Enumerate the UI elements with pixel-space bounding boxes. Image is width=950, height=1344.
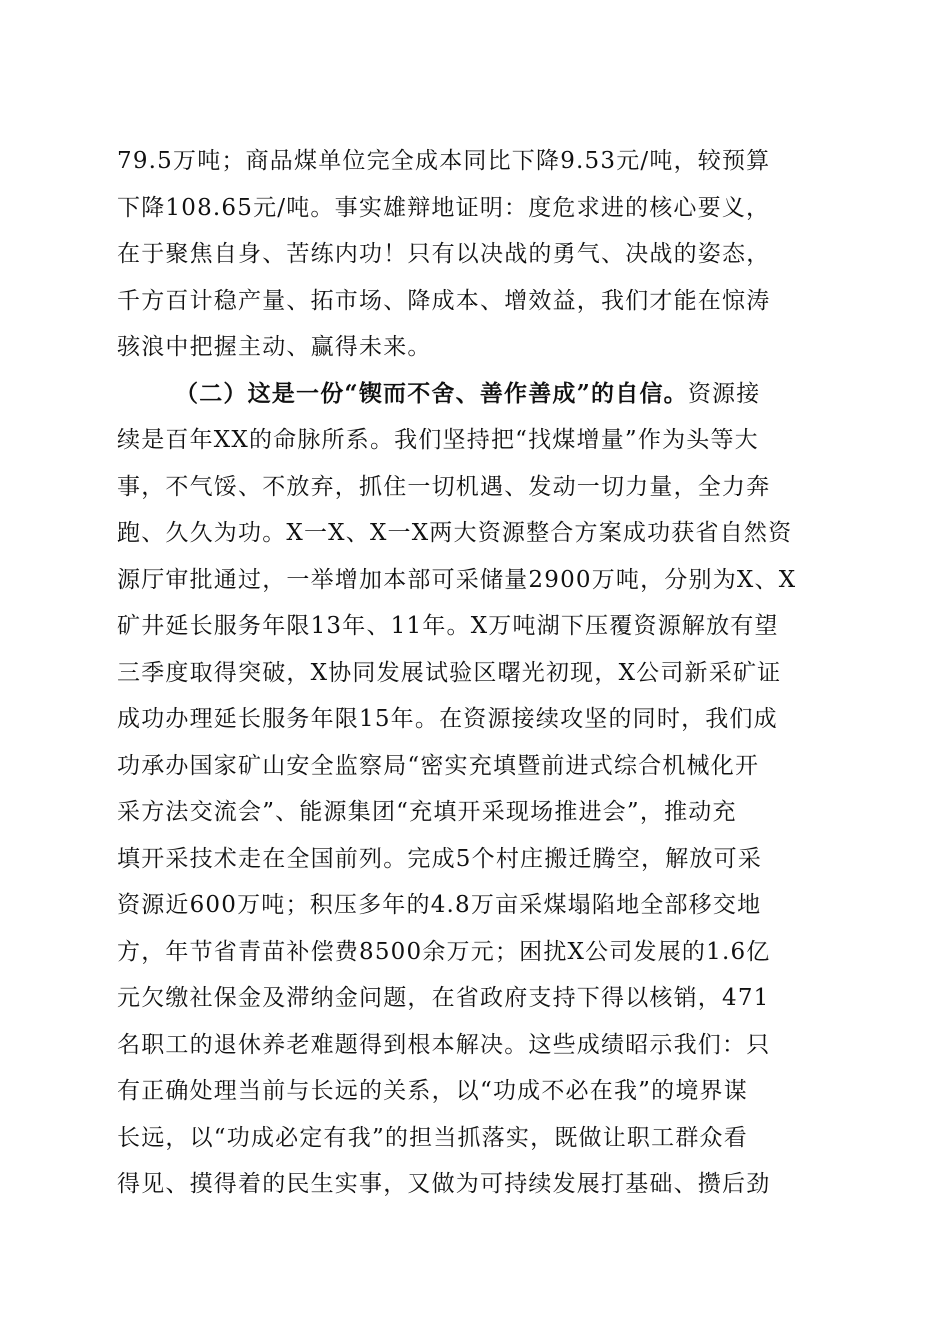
text-line: 填开采技术走在全国前列。完成5个村庄搬迁腾空，解放可采 xyxy=(117,845,763,872)
text-line: 方，年节省青苗补偿费8500余万元；困扰X公司发展的1.6亿 xyxy=(117,938,771,965)
section-heading: （二）这是一份“锲而不舍、善作善成”的自信。 xyxy=(175,379,688,407)
text-line: 得见、摸得着的民生实事，又做为可持续发展打基础、攒后劲 xyxy=(117,1171,771,1197)
text-line: 跑、久久为功。X一X、X一X两大资源整合方案成功获省自然资 xyxy=(117,520,793,546)
text-line: 源厅审批通过，一举增加本部可采储量2900万吨，分别为X、X xyxy=(117,566,797,593)
text-line: 事，不气馁、不放弃，抓住一切机遇、发动一切力量，全力奔 xyxy=(117,473,771,500)
text-line: 矿井延长服务年限13年、11年。X万吨湖下压覆资源解放有望 xyxy=(117,613,779,639)
text-line: 元欠缴社保金及滞纳金问题，在省政府支持下得以核销，471 xyxy=(117,985,770,1011)
text-line: 三季度取得突破，X协同发展试验区曙光初现，X公司新采矿证 xyxy=(117,659,782,686)
paragraph-1 xyxy=(117,138,837,371)
text-line: 有正确处理当前与长远的关系，以“功成不必在我”的境界谋 xyxy=(117,1078,748,1104)
text-line: 资源近600万吨；积压多年的4.8万亩采煤塌陷地全部移交地 xyxy=(117,892,762,918)
text-line: 名职工的退休养老难题得到根本解决。这些成绩昭示我们：只 xyxy=(117,1031,771,1058)
text-line: 长远，以“功成必定有我”的担当抓落实，既做让职工群众看 xyxy=(117,1124,748,1151)
text-line: 千方百计稳产量、拓市场、降成本、增效益，我们才能在惊涛 xyxy=(117,287,771,314)
text-line: 采方法交流会”、能源集团“充填开采现场推进会”，推动充 xyxy=(117,799,737,825)
text-line: 成功办理延长服务年限15年。在资源接续攻坚的同时，我们成 xyxy=(117,706,778,732)
text-line: 在于聚焦自身、苦练内功！只有以决战的勇气、决战的姿态， xyxy=(117,241,771,267)
text-line: 骇浪中把握主动、赢得未来。 xyxy=(117,334,432,360)
text-line-first xyxy=(117,371,837,418)
text-line: 续是百年XX的命脉所系。我们坚持把“找煤增量”作为头等大 xyxy=(117,427,759,453)
paragraph-2 xyxy=(117,371,837,1208)
document-body xyxy=(117,138,837,1208)
text-line: 79.5万吨；商品煤单位完全成本同比下降9.53元/吨，较预算 xyxy=(117,148,771,174)
text-line: 功承办国家矿山安全监察局“密实充填暨前进式综合机械化开 xyxy=(117,752,760,779)
heading-line-rest: 资源接 xyxy=(687,380,761,407)
text-line: 下降108.65元/吨。事实雄辩地证明：度危求进的核心要义， xyxy=(117,194,771,221)
